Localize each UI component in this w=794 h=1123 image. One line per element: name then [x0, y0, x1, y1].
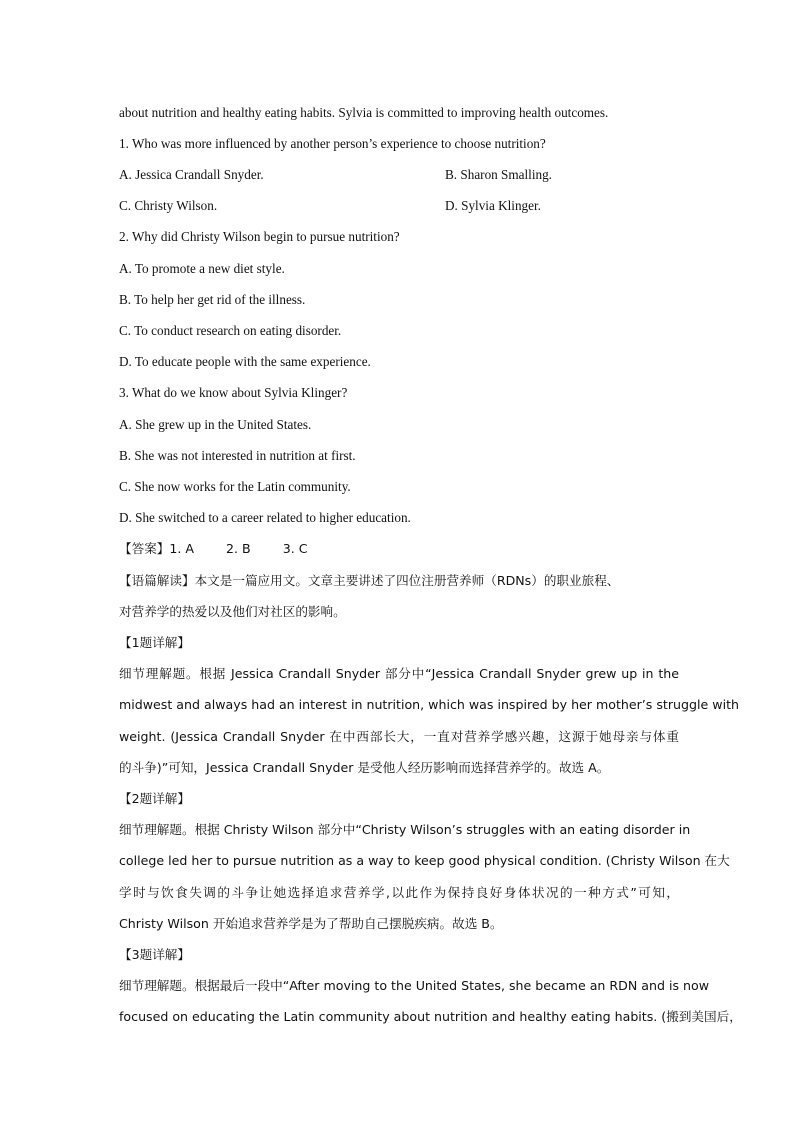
- detail-3-heading: 【3题详解】: [119, 947, 190, 962]
- detail-1-heading: 【1题详解】: [119, 635, 190, 650]
- answer-key: 【答案】1. A 2. B 3. C: [119, 541, 308, 556]
- detail-1-line-3: weight. (Jessica Crandall Snyder 在中西部长大，一直对营养学感兴趣，这源于她母亲与体重: [119, 729, 679, 744]
- passage-end-text: about nutrition and healthy eating habits. Sylvia is committed to improving health outcomes.: [119, 105, 609, 120]
- detail-3-line-2: focused on educating the Latin community about nutrition and healthy eating habits. (搬到美国后，: [119, 1009, 742, 1024]
- question-2-option-d: D. To educate people with the same experience.: [119, 354, 371, 369]
- question-1-option-a: A. Jessica Crandall Snyder.: [119, 167, 264, 182]
- question-2-option-a: A. To promote a new diet style.: [119, 261, 285, 276]
- question-1-option-b: B. Sharon Smalling.: [445, 167, 552, 182]
- detail-2-line-2: college led her to pursue nutrition as a way to keep good physical condition. (Christy Wilson 在大: [119, 853, 730, 868]
- question-1-option-c: C. Christy Wilson.: [119, 198, 218, 213]
- detail-2-line-3: 学时与饮食失调的斗争让她选择追求营养学,以此作为保持良好身体状况的一种方式”可知，: [119, 885, 679, 900]
- detail-2-line-1: 细节理解题。根据 Christy Wilson 部分中“Christy Wilson’s struggles with an eating disorder in: [119, 822, 691, 837]
- question-2-option-c: C. To conduct research on eating disorder.: [119, 323, 342, 338]
- detail-3-line-1: 细节理解题。根据最后一段中“After moving to the United States, she became an RDN and is now: [119, 978, 710, 993]
- question-3-stem: 3. What do we know about Sylvia Klinger?: [119, 385, 348, 400]
- question-3-option-d: D. She switched to a career related to higher education.: [119, 510, 411, 525]
- question-3-option-b: B. She was not interested in nutrition at first.: [119, 448, 356, 463]
- detail-1-line-4: 的斗争)”可知，Jessica Crandall Snyder 是受他人经历影响而选择营养学的。故选 A。: [119, 760, 610, 775]
- question-2-option-b: B. To help her get rid of the illness.: [119, 292, 306, 307]
- guide-line-2: 对营养学的热爱以及他们对社区的影响。: [119, 604, 346, 619]
- detail-2-line-4: Christy Wilson 开始追求营养学是为了帮助自己摆脱疾病。故选 B。: [119, 916, 503, 931]
- detail-2-heading: 【2题详解】: [119, 791, 190, 806]
- guide-line-1: 【语篇解读】本文是一篇应用文。文章主要讲述了四位注册营养师（RDNs）的职业旅程、: [119, 573, 620, 588]
- detail-1-line-2: midwest and always had an interest in nutrition, which was inspired by her mother’s struggle with: [119, 697, 739, 712]
- question-2-stem: 2. Why did Christy Wilson begin to pursue nutrition?: [119, 229, 400, 244]
- question-3-option-c: C. She now works for the Latin community.: [119, 479, 351, 494]
- question-1-option-d: D. Sylvia Klinger.: [445, 198, 541, 213]
- question-3-option-a: A. She grew up in the United States.: [119, 417, 312, 432]
- question-1-stem: 1. Who was more influenced by another person’s experience to choose nutrition?: [119, 136, 546, 151]
- detail-1-line-1: 细节理解题。根据 Jessica Crandall Snyder 部分中“Jessica Crandall Snyder grew up in the: [119, 666, 679, 681]
